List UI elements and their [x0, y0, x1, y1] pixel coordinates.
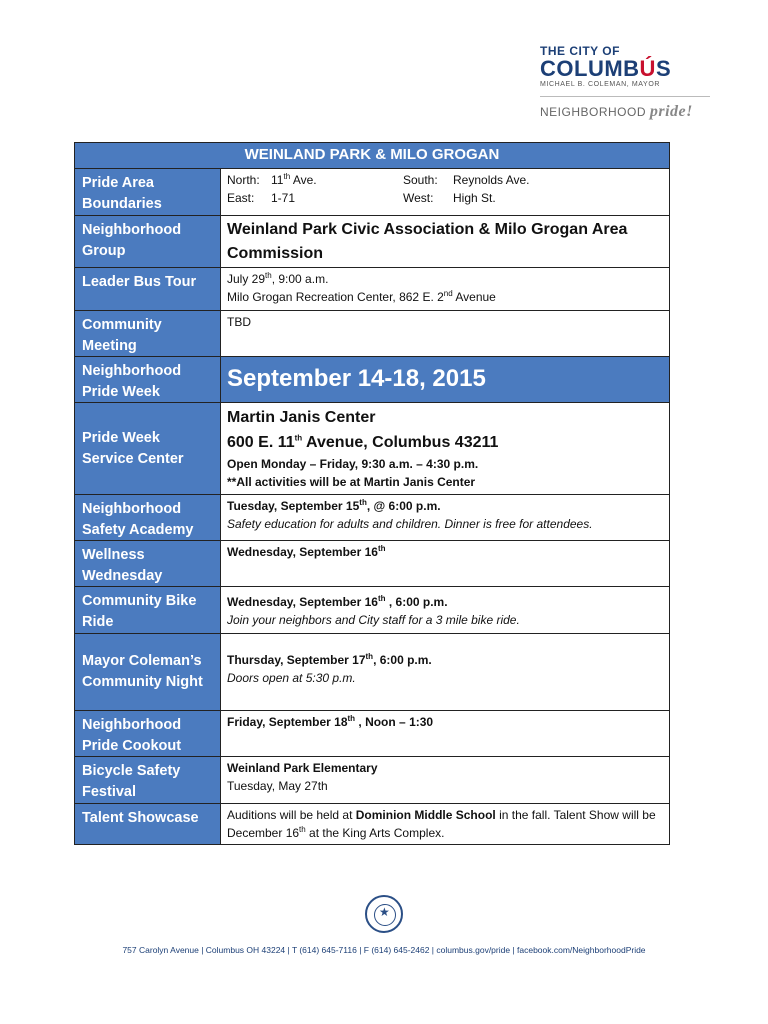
row-label: Neighborhood Safety Academy	[75, 495, 221, 540]
table-row	[75, 267, 669, 310]
row-label: Bicycle Safety Festival	[75, 757, 221, 803]
row-label: Neighborhood Pride Cookout	[75, 711, 221, 756]
logo-mayor: MICHAEL B. COLEMAN, MAYOR	[540, 81, 661, 88]
row-label: Pride Area Boundaries	[75, 169, 221, 215]
wellness-cell: Wednesday, September 16th	[227, 544, 386, 559]
table-row	[75, 803, 669, 844]
logo-columbus: COLUMBÚS	[540, 56, 672, 81]
table-title-text: WEINLAND PARK & MILO GROGAN	[244, 146, 500, 163]
talent-showcase-cell: Auditions will be held at Dominion Middle School in the fall. Talent Show will be December 16th at the King Arts Complex.	[227, 808, 656, 840]
community-night-cell: Thursday, September 17th, 6:00 p.m. Doors open at 5:30 p.m.	[227, 652, 432, 685]
table-row	[75, 710, 669, 756]
pride-week-table	[74, 142, 670, 845]
pride-week-dates: September 14-18, 2015	[221, 357, 669, 402]
footer-contact: 757 Carolyn Avenue | Columbus OH 43224 | T (614) 645-7116 | F (614) 645-2462 | columbus.gov/pride | facebook.com/NeighborhoodPride	[122, 945, 646, 955]
logo-city-of: THE CITY OF	[540, 44, 620, 58]
row-label: Leader Bus Tour	[75, 268, 221, 310]
row-label: Talent Showcase	[75, 804, 221, 844]
table-row	[75, 494, 669, 540]
boundaries-cell: North: 11th Ave. South: Reynolds Ave. East: 1-71 West: High St.	[227, 172, 530, 205]
table-row	[75, 756, 669, 803]
row-label: Community Bike Ride	[75, 587, 221, 633]
city-logo	[540, 44, 715, 121]
logo-neighborhood-pride: NEIGHBORHOOD pride!	[540, 103, 693, 120]
table-row	[75, 540, 669, 586]
service-center-cell: Martin Janis Center 600 E. 11th Avenue, Columbus 43211 Open Monday – Friday, 9:30 a.m. – 4:30 p.m. **All activities will be at Martin Janis Center	[227, 409, 499, 489]
row-label: Wellness Wednesday	[75, 541, 221, 586]
table-row	[75, 402, 669, 494]
logo-divider	[540, 96, 710, 97]
table-row	[75, 356, 669, 402]
table-row	[75, 633, 669, 710]
row-label: Community Meeting	[75, 311, 221, 356]
bike-ride-cell: Wednesday, September 16th , 6:00 p.m. Join your neighbors and City staff for a 3 mile bike ride.	[227, 594, 520, 627]
bicycle-festival-cell: Weinland Park Elementary Tuesday, May 27th	[227, 761, 378, 793]
table-row	[75, 310, 669, 356]
table-title	[75, 143, 669, 168]
safety-academy-cell: Tuesday, September 15th, @ 6:00 p.m. Safety education for adults and children. Dinner is free for attendees.	[227, 498, 593, 531]
row-label: Pride Week Service Center	[75, 403, 221, 494]
meeting-value: TBD	[227, 315, 251, 329]
city-seal-icon: ★	[365, 895, 403, 933]
table-row	[75, 168, 669, 215]
group-value: Weinland Park Civic Association & Milo Grogan Area Commission	[227, 221, 628, 262]
row-label: Neighborhood Group	[75, 216, 221, 267]
table-row	[75, 215, 669, 267]
cookout-cell: Friday, September 18th , Noon – 1:30	[227, 714, 434, 729]
bus-tour-cell: July 29th, 9:00 a.m. Milo Grogan Recreation Center, 862 E. 2nd Avenue	[227, 271, 496, 304]
row-label: Mayor Coleman’s Community Night	[75, 634, 221, 710]
row-label: Neighborhood Pride Week	[75, 357, 221, 402]
table-row	[75, 586, 669, 633]
